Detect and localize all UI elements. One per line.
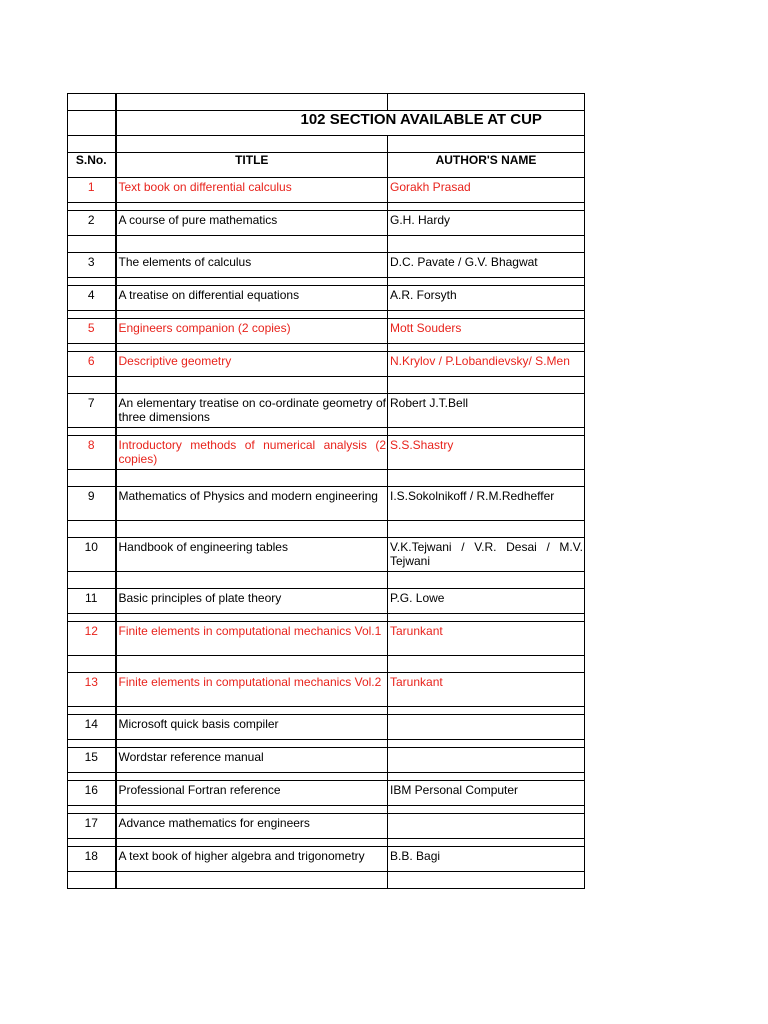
sno-cell[interactable]: 14	[68, 715, 116, 740]
table-row	[68, 748, 585, 773]
cell[interactable]	[68, 614, 116, 622]
cell[interactable]	[116, 344, 388, 352]
author-cell[interactable]: Robert J.T.Bell	[388, 394, 585, 428]
author-cell[interactable]: G.H. Hardy	[388, 211, 585, 236]
author-cell[interactable]: A.R. Forsyth	[388, 286, 585, 311]
title-cell[interactable]: Engineers companion (2 copies)	[116, 319, 388, 344]
cell[interactable]	[68, 572, 116, 589]
table-row	[68, 394, 585, 428]
title-cell[interactable]: The elements of calculus	[116, 253, 388, 278]
cell[interactable]	[116, 470, 388, 487]
cell[interactable]	[388, 236, 585, 253]
author-cell[interactable]: I.S.Sokolnikoff / R.M.Redheffer	[388, 487, 585, 521]
author-cell[interactable]: Gorakh Prasad	[388, 178, 585, 203]
spacer-row	[68, 470, 585, 487]
sno-cell[interactable]: 7	[68, 394, 116, 428]
sno-cell[interactable]: 16	[68, 781, 116, 806]
cell[interactable]	[388, 94, 585, 111]
author-cell[interactable]: B.B. Bagi	[388, 847, 585, 872]
sno-cell[interactable]: 13	[68, 673, 116, 707]
cell[interactable]	[116, 311, 388, 319]
cell[interactable]	[68, 839, 116, 847]
spacer-row	[68, 428, 585, 436]
cell[interactable]	[68, 521, 116, 538]
cell[interactable]	[68, 377, 116, 394]
spacer-row	[68, 236, 585, 253]
table-row	[68, 715, 585, 740]
sno-cell[interactable]: 6	[68, 352, 116, 377]
table-row	[68, 211, 585, 236]
cell[interactable]	[388, 377, 585, 394]
table-row	[68, 286, 585, 311]
title-cell[interactable]: Mathematics of Physics and modern engineering	[116, 487, 388, 521]
table-row	[68, 538, 585, 572]
cell[interactable]	[116, 806, 388, 814]
title-cell[interactable]: Introductory methods of numerical analysis (2 copies)	[116, 436, 388, 470]
header-title[interactable]: TITLE	[116, 153, 388, 178]
title-cell[interactable]: Wordstar reference manual	[116, 748, 388, 773]
title-cell[interactable]: Text book on differential calculus	[116, 178, 388, 203]
cell[interactable]	[388, 839, 585, 847]
cell[interactable]	[388, 614, 585, 622]
spacer-row	[68, 740, 585, 748]
spacer-row	[68, 278, 585, 286]
table-row	[68, 436, 585, 470]
sno-cell[interactable]: 4	[68, 286, 116, 311]
author-cell[interactable]	[388, 748, 585, 773]
sno-cell[interactable]: 1	[68, 178, 116, 203]
cell[interactable]	[68, 773, 116, 781]
cell[interactable]	[68, 203, 116, 211]
spreadsheet-table	[67, 93, 585, 889]
sheet-title: 102 SECTION AVAILABLE AT CUP	[300, 111, 542, 128]
cell[interactable]	[116, 773, 388, 781]
sno-cell[interactable]: 12	[68, 622, 116, 656]
cell[interactable]	[116, 839, 388, 847]
cell[interactable]	[116, 872, 388, 889]
cell[interactable]	[388, 740, 585, 748]
spacer-row	[68, 773, 585, 781]
spacer-row	[68, 94, 585, 111]
cell[interactable]	[388, 521, 585, 538]
cell[interactable]	[116, 572, 388, 589]
table-row	[68, 589, 585, 614]
title-cell[interactable]: Finite elements in computational mechanics Vol.1	[116, 622, 388, 656]
cell[interactable]	[68, 428, 116, 436]
cell[interactable]	[68, 872, 116, 889]
cell[interactable]	[116, 236, 388, 253]
cell[interactable]	[116, 707, 388, 715]
cell[interactable]	[68, 278, 116, 286]
sno-cell[interactable]: 3	[68, 253, 116, 278]
sno-cell[interactable]: 9	[68, 487, 116, 521]
cell[interactable]	[116, 377, 388, 394]
header-author[interactable]: AUTHOR'S NAME	[388, 153, 585, 178]
title-cell[interactable]: A course of pure mathematics	[116, 211, 388, 236]
cell[interactable]	[388, 872, 585, 889]
spacer-row	[68, 344, 585, 352]
cell[interactable]	[388, 311, 585, 319]
cell[interactable]	[388, 278, 585, 286]
table-row	[68, 352, 585, 377]
title-cell[interactable]	[116, 111, 585, 136]
cell[interactable]	[68, 740, 116, 748]
sno-cell[interactable]: 11	[68, 589, 116, 614]
table-row	[68, 673, 585, 707]
cell[interactable]	[388, 136, 585, 153]
author-cell[interactable]: Tarunkant	[388, 622, 585, 656]
spacer-row	[68, 203, 585, 211]
spacer-row	[68, 656, 585, 673]
table-row	[68, 814, 585, 839]
cell[interactable]	[116, 428, 388, 436]
cell[interactable]	[116, 521, 388, 538]
table-row	[68, 178, 585, 203]
header-row	[68, 153, 585, 178]
spacer-row	[68, 872, 585, 889]
cell[interactable]	[116, 94, 388, 111]
cell[interactable]	[68, 806, 116, 814]
sno-cell[interactable]: 2	[68, 211, 116, 236]
cell[interactable]	[388, 707, 585, 715]
cell[interactable]	[68, 311, 116, 319]
author-cell[interactable]: IBM Personal Computer	[388, 781, 585, 806]
sno-cell[interactable]: 18	[68, 847, 116, 872]
title-row	[68, 111, 585, 136]
cell[interactable]	[388, 470, 585, 487]
cell[interactable]	[388, 344, 585, 352]
title-cell[interactable]: A text book of higher algebra and trigonometry	[116, 847, 388, 872]
author-cell[interactable]: V.K.Tejwani / V.R. Desai / M.V. Tejwani	[388, 538, 585, 572]
title-cell[interactable]: Finite elements in computational mechanics Vol.2	[116, 673, 388, 707]
title-cell[interactable]: A treatise on differential equations	[116, 286, 388, 311]
title-cell[interactable]: Descriptive geometry	[116, 352, 388, 377]
table-row	[68, 319, 585, 344]
cell[interactable]	[68, 111, 116, 136]
spacer-row	[68, 311, 585, 319]
spacer-row	[68, 839, 585, 847]
cell[interactable]	[116, 614, 388, 622]
title-cell[interactable]: Basic principles of plate theory	[116, 589, 388, 614]
cell[interactable]	[388, 773, 585, 781]
spacer-row	[68, 806, 585, 814]
author-cell[interactable]: D.C. Pavate / G.V. Bhagwat	[388, 253, 585, 278]
spacer-row	[68, 572, 585, 589]
sno-cell[interactable]: 17	[68, 814, 116, 839]
title-cell[interactable]: Advance mathematics for engineers	[116, 814, 388, 839]
table-row	[68, 622, 585, 656]
sno-cell[interactable]: 15	[68, 748, 116, 773]
spacer-row	[68, 614, 585, 622]
cell[interactable]	[388, 572, 585, 589]
table-row	[68, 487, 585, 521]
title-cell[interactable]: An elementary treatise on co-ordinate geometry of three dimensions	[116, 394, 388, 428]
spacer-row	[68, 136, 585, 153]
sno-cell[interactable]: 10	[68, 538, 116, 572]
cell[interactable]	[116, 136, 388, 153]
cell[interactable]	[116, 203, 388, 211]
cell[interactable]	[388, 203, 585, 211]
title-cell[interactable]: Professional Fortran reference	[116, 781, 388, 806]
author-cell[interactable]	[388, 715, 585, 740]
table-row	[68, 253, 585, 278]
table-row	[68, 781, 585, 806]
cell[interactable]	[68, 470, 116, 487]
cell[interactable]	[116, 278, 388, 286]
author-cell[interactable]	[388, 814, 585, 839]
author-cell[interactable]: Mott Souders	[388, 319, 585, 344]
header-sno[interactable]: S.No.	[68, 153, 116, 178]
cell[interactable]	[68, 344, 116, 352]
cell[interactable]	[68, 707, 116, 715]
cell[interactable]	[68, 136, 116, 153]
author-cell[interactable]: P.G. Lowe	[388, 589, 585, 614]
cell[interactable]	[388, 806, 585, 814]
cell[interactable]	[116, 656, 388, 673]
spacer-row	[68, 707, 585, 715]
cell[interactable]	[116, 740, 388, 748]
title-cell[interactable]: Handbook of engineering tables	[116, 538, 388, 572]
spreadsheet-body	[68, 94, 585, 889]
cell[interactable]	[68, 656, 116, 673]
author-cell[interactable]: S.S.Shastry	[388, 436, 585, 470]
cell[interactable]	[388, 656, 585, 673]
cell[interactable]	[68, 94, 116, 111]
title-cell[interactable]: Microsoft quick basis compiler	[116, 715, 388, 740]
cell[interactable]	[68, 236, 116, 253]
spacer-row	[68, 521, 585, 538]
table-row	[68, 847, 585, 872]
spacer-row	[68, 377, 585, 394]
author-cell[interactable]: N.Krylov / P.Lobandievsky/ S.Men	[388, 352, 585, 377]
cell[interactable]	[388, 428, 585, 436]
sno-cell[interactable]: 8	[68, 436, 116, 470]
sno-cell[interactable]: 5	[68, 319, 116, 344]
author-cell[interactable]: Tarunkant	[388, 673, 585, 707]
